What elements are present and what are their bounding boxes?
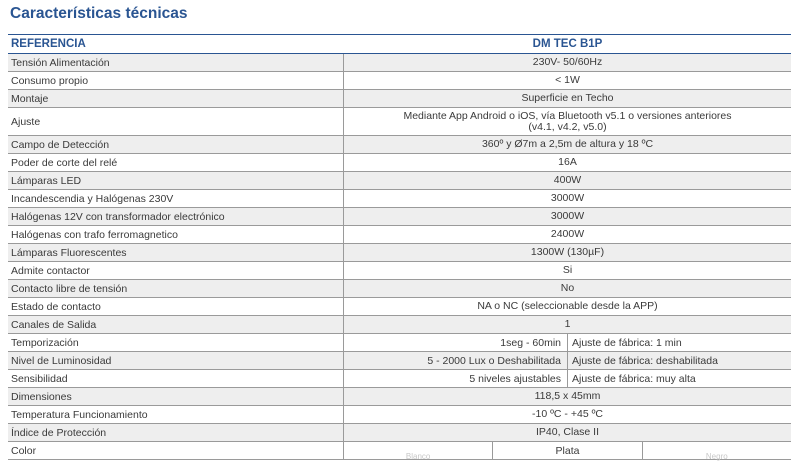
table-row [8,424,791,442]
row-label: Temperatura Funcionamiento [8,406,344,423]
color-options [344,442,791,459]
row-value: 2400W [550,228,585,240]
row-label: Canales de Salida [8,316,344,333]
row-label: Poder de corte del relé [8,154,344,171]
row-range: 5 - 2000 Lux o Deshabilitada [344,352,568,369]
row-default: Ajuste de fábrica: muy alta [572,372,696,385]
color-white-label: Blanco [405,452,431,461]
table-row [8,72,791,90]
row-label: Dimensiones [8,388,344,405]
color-silver-label: Plata [555,444,580,457]
row-value: 400W [553,174,582,186]
row-label: Nivel de Luminosidad [8,352,344,369]
color-black-label: Negro [705,452,728,461]
table-row [8,154,791,172]
table-row [8,352,791,370]
row-label: Lámparas LED [8,172,344,189]
row-value: No [560,282,575,294]
row-range: 1seg - 60min [344,334,568,351]
table-row [8,226,791,244]
row-label: Color [8,442,344,459]
row-label: Halógenas 12V con transformador electrónico [8,208,344,225]
section-title: Características técnicas [10,5,188,22]
row-value: Superficie en Techo [521,92,614,104]
table-row [8,370,791,388]
row-value-line: (v4.1, v4.2, v5.0) [528,120,607,133]
row-default: Ajuste de fábrica: deshabilitada [572,354,718,367]
row-split-value [344,334,791,351]
row-label: Lámparas Fluorescentes [8,244,344,261]
row-label: Admite contactor [8,262,344,279]
table-row [8,316,791,334]
row-value-line: Mediante App Android o iOS, vía Bluetooth v5.1 o versiones anteriores [403,109,732,122]
row-value: 1300W (130µF) [530,246,605,258]
table-row [8,90,791,108]
table-row [8,334,791,352]
row-label: Sensibilidad [8,370,344,387]
row-label: Consumo propio [8,72,344,89]
row-label: Temporización [8,334,344,351]
table-row [8,280,791,298]
row-value: 118,5 x 45mm [534,390,601,402]
row-label: Campo de Detección [8,136,344,153]
row-label: Halógenas con trafo ferromagnetico [8,226,344,243]
row-label: Estado de contacto [8,298,344,315]
row-value: < 1W [555,74,580,86]
row-label: Ajuste [8,108,344,135]
row-value: 1 [564,318,571,330]
table-row [8,406,791,424]
row-value: 3000W [550,210,585,222]
table-row [8,208,791,226]
table-row [8,262,791,280]
table-row [8,136,791,154]
row-value: NA o NC (seleccionable desde la APP) [477,300,658,312]
row-label: Contacto libre de tensión [8,280,344,297]
header-label: REFERENCIA [11,38,86,50]
row-split-value [344,352,791,369]
table-row [8,244,791,262]
row-value: 230V- 50/60Hz [532,56,603,68]
table-row [8,54,791,72]
color-option-black [643,442,791,459]
header-value: DM TEC B1P [532,38,603,50]
row-value [344,108,791,135]
row-label: Montaje [8,90,344,107]
table-row [8,190,791,208]
row-value: 360º y Ø7m a 2,5m de altura y 18 ºC [481,138,654,150]
row-value: -10 ºC - +45 ºC [532,408,603,420]
row-value: Si [562,264,573,276]
row-value: 16A [558,156,577,168]
table-row [8,172,791,190]
specs-table [8,34,791,460]
table-row [8,388,791,406]
row-value: 3000W [550,192,585,204]
row-value: IP40, Clase II [535,426,600,438]
color-option-white [344,442,493,459]
table-row [8,298,791,316]
table-row [8,442,791,460]
row-default: Ajuste de fábrica: 1 min [572,336,682,349]
color-option-silver [493,442,642,459]
row-label: Tensión Alimentación [8,54,344,71]
table-header [8,34,791,54]
table-row [8,108,791,136]
row-range: 5 niveles ajustables [344,370,568,387]
row-label: Incandescendia y Halógenas 230V [8,190,344,207]
row-split-value [344,370,791,387]
row-label: Índice de Protección [8,424,344,441]
